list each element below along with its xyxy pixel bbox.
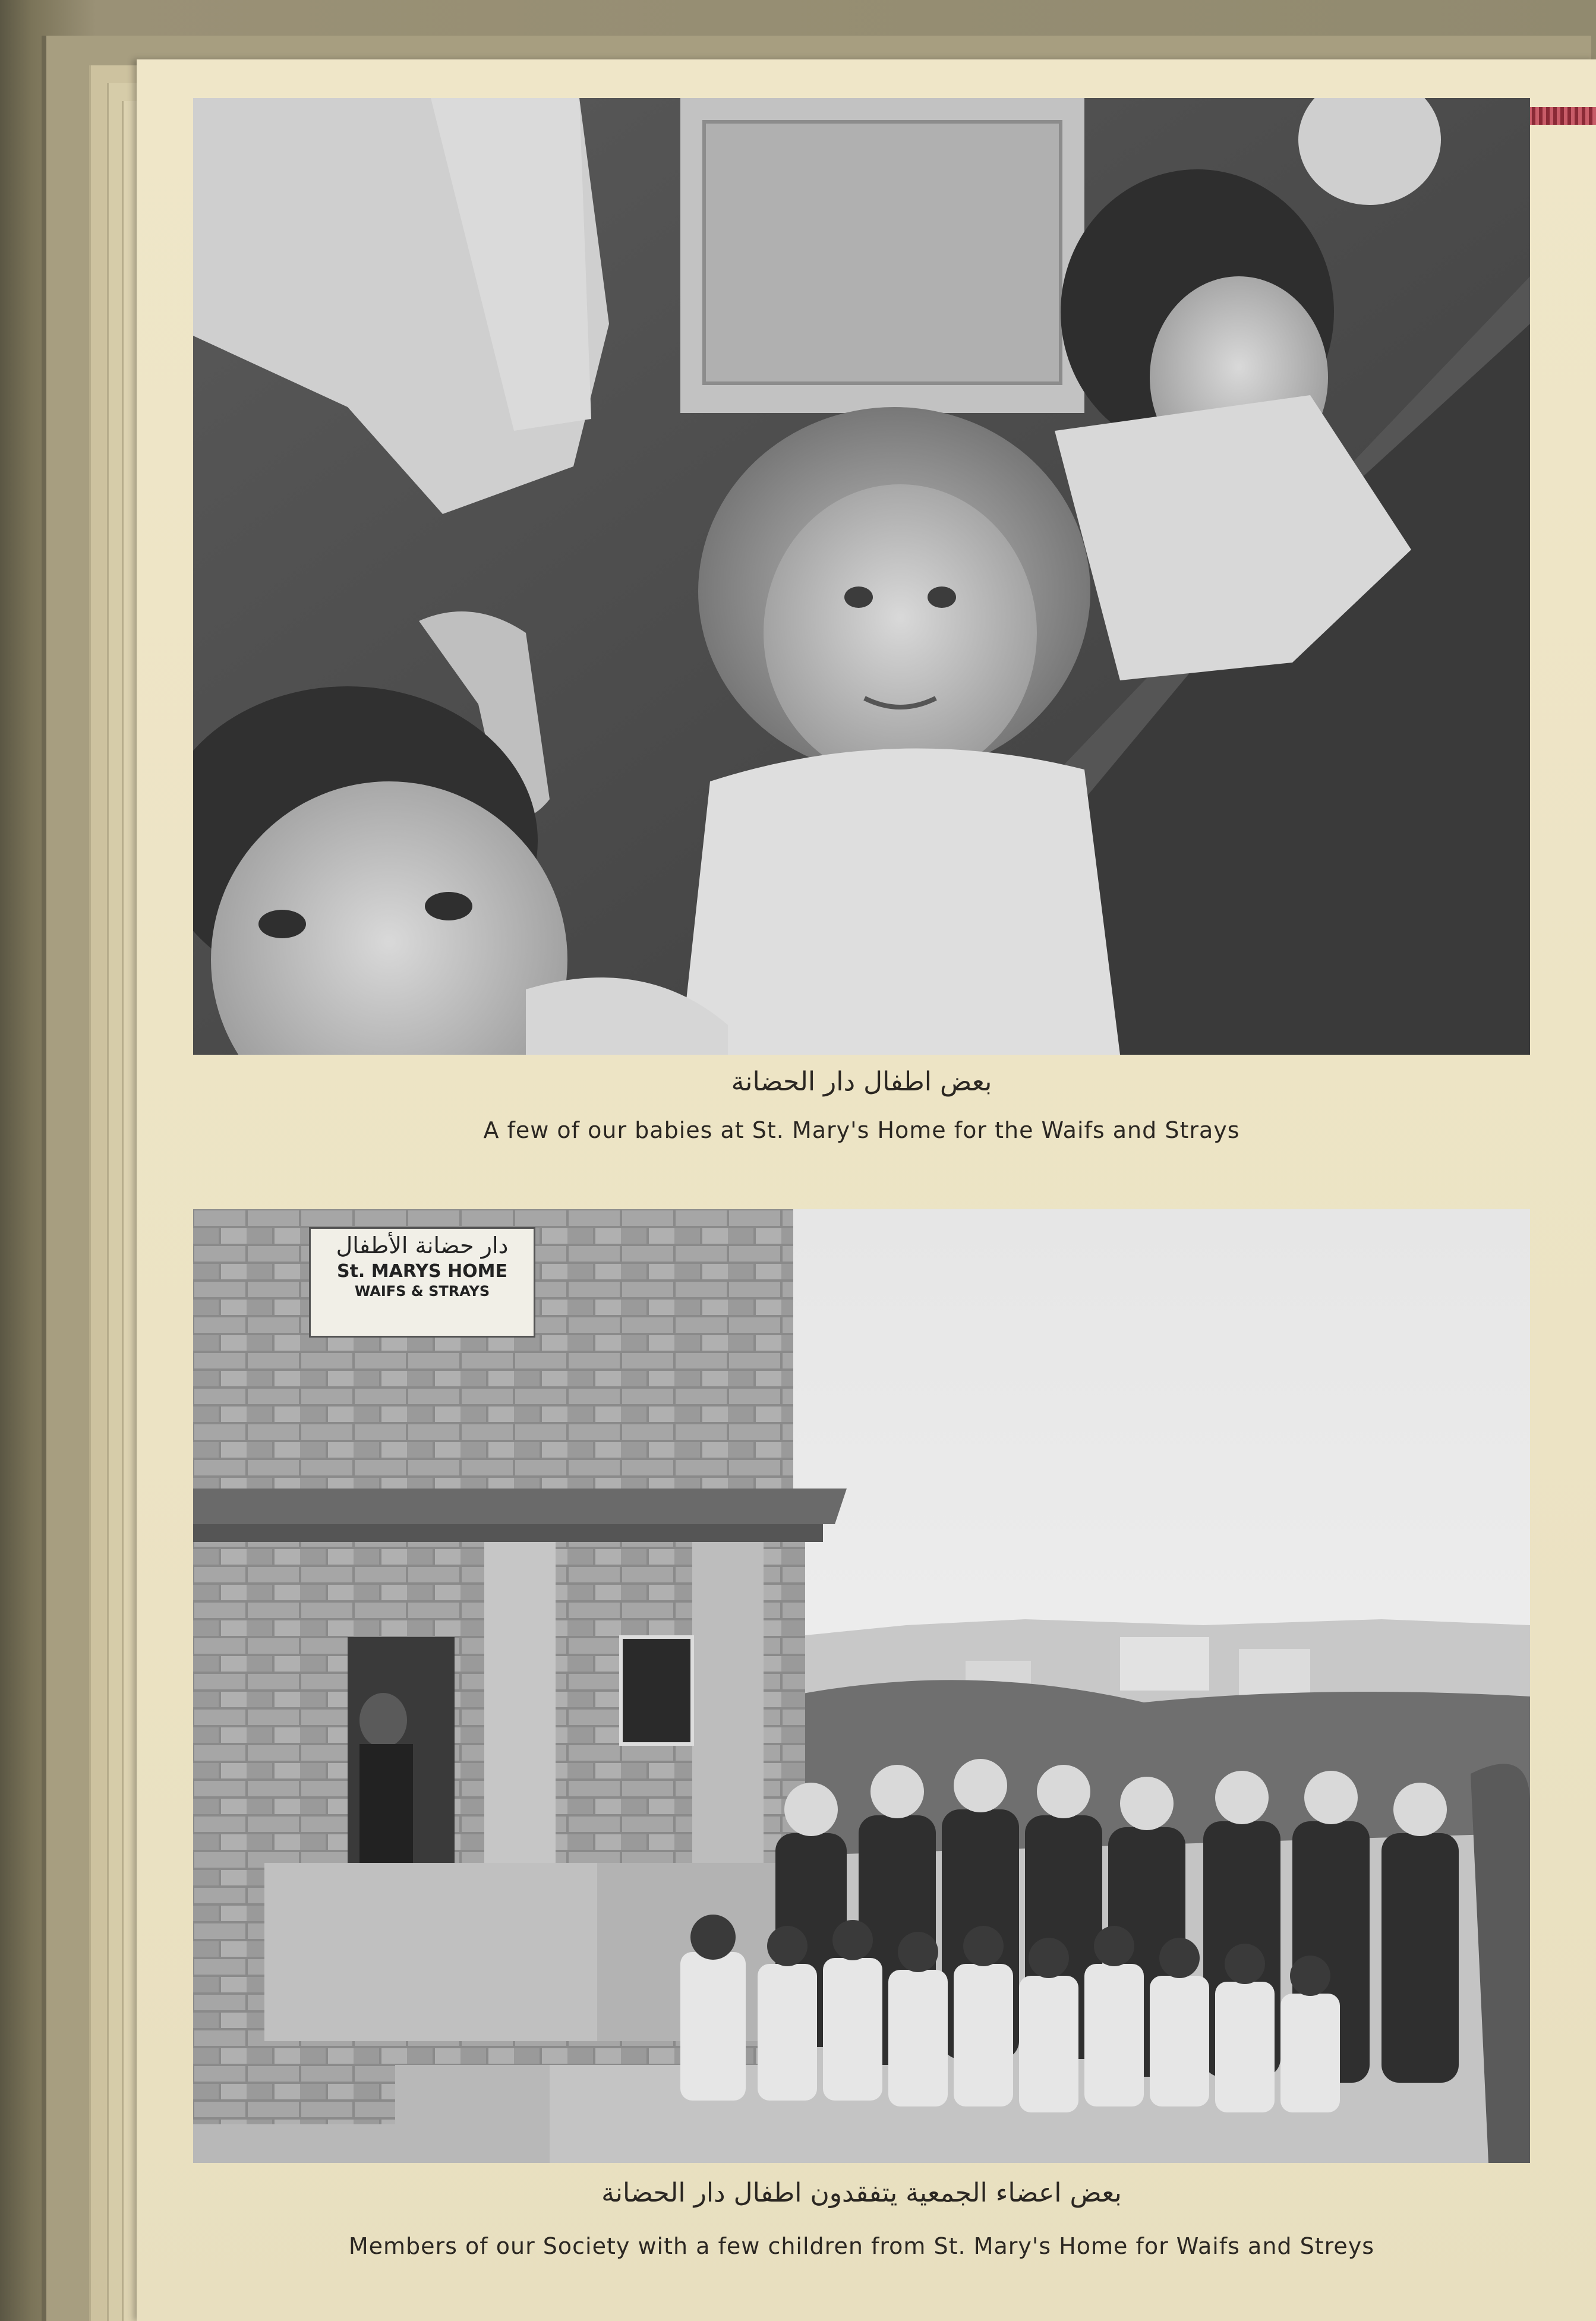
photo-caption-english: Members of our Society with a few children from St. Mary's Home for Waifs and Streys bbox=[348, 2233, 1375, 2259]
photo-caption-arabic: بعض اطفال دار الحضانة bbox=[731, 1067, 992, 1097]
photo-society-members bbox=[193, 1209, 1530, 2163]
photo-babies-image bbox=[193, 98, 1530, 1055]
photo-babies bbox=[193, 98, 1530, 1055]
home-sign bbox=[309, 1227, 535, 1338]
sign-line-2: WAIFS & STRAYS bbox=[354, 1283, 490, 1300]
sign-arabic: دار حضانة الأطفال bbox=[336, 1232, 509, 1259]
page-tab bbox=[1525, 107, 1596, 125]
photo-society-image bbox=[193, 1209, 1530, 2163]
photo-caption-arabic: بعض اعضاء الجمعية يتفقدون اطفال دار الحضانة bbox=[601, 2178, 1122, 2208]
sign-line-1: St. MARYS HOME bbox=[336, 1261, 508, 1282]
photo-caption-english: A few of our babies at St. Mary's Home for the Waifs and Strays bbox=[483, 1117, 1240, 1143]
